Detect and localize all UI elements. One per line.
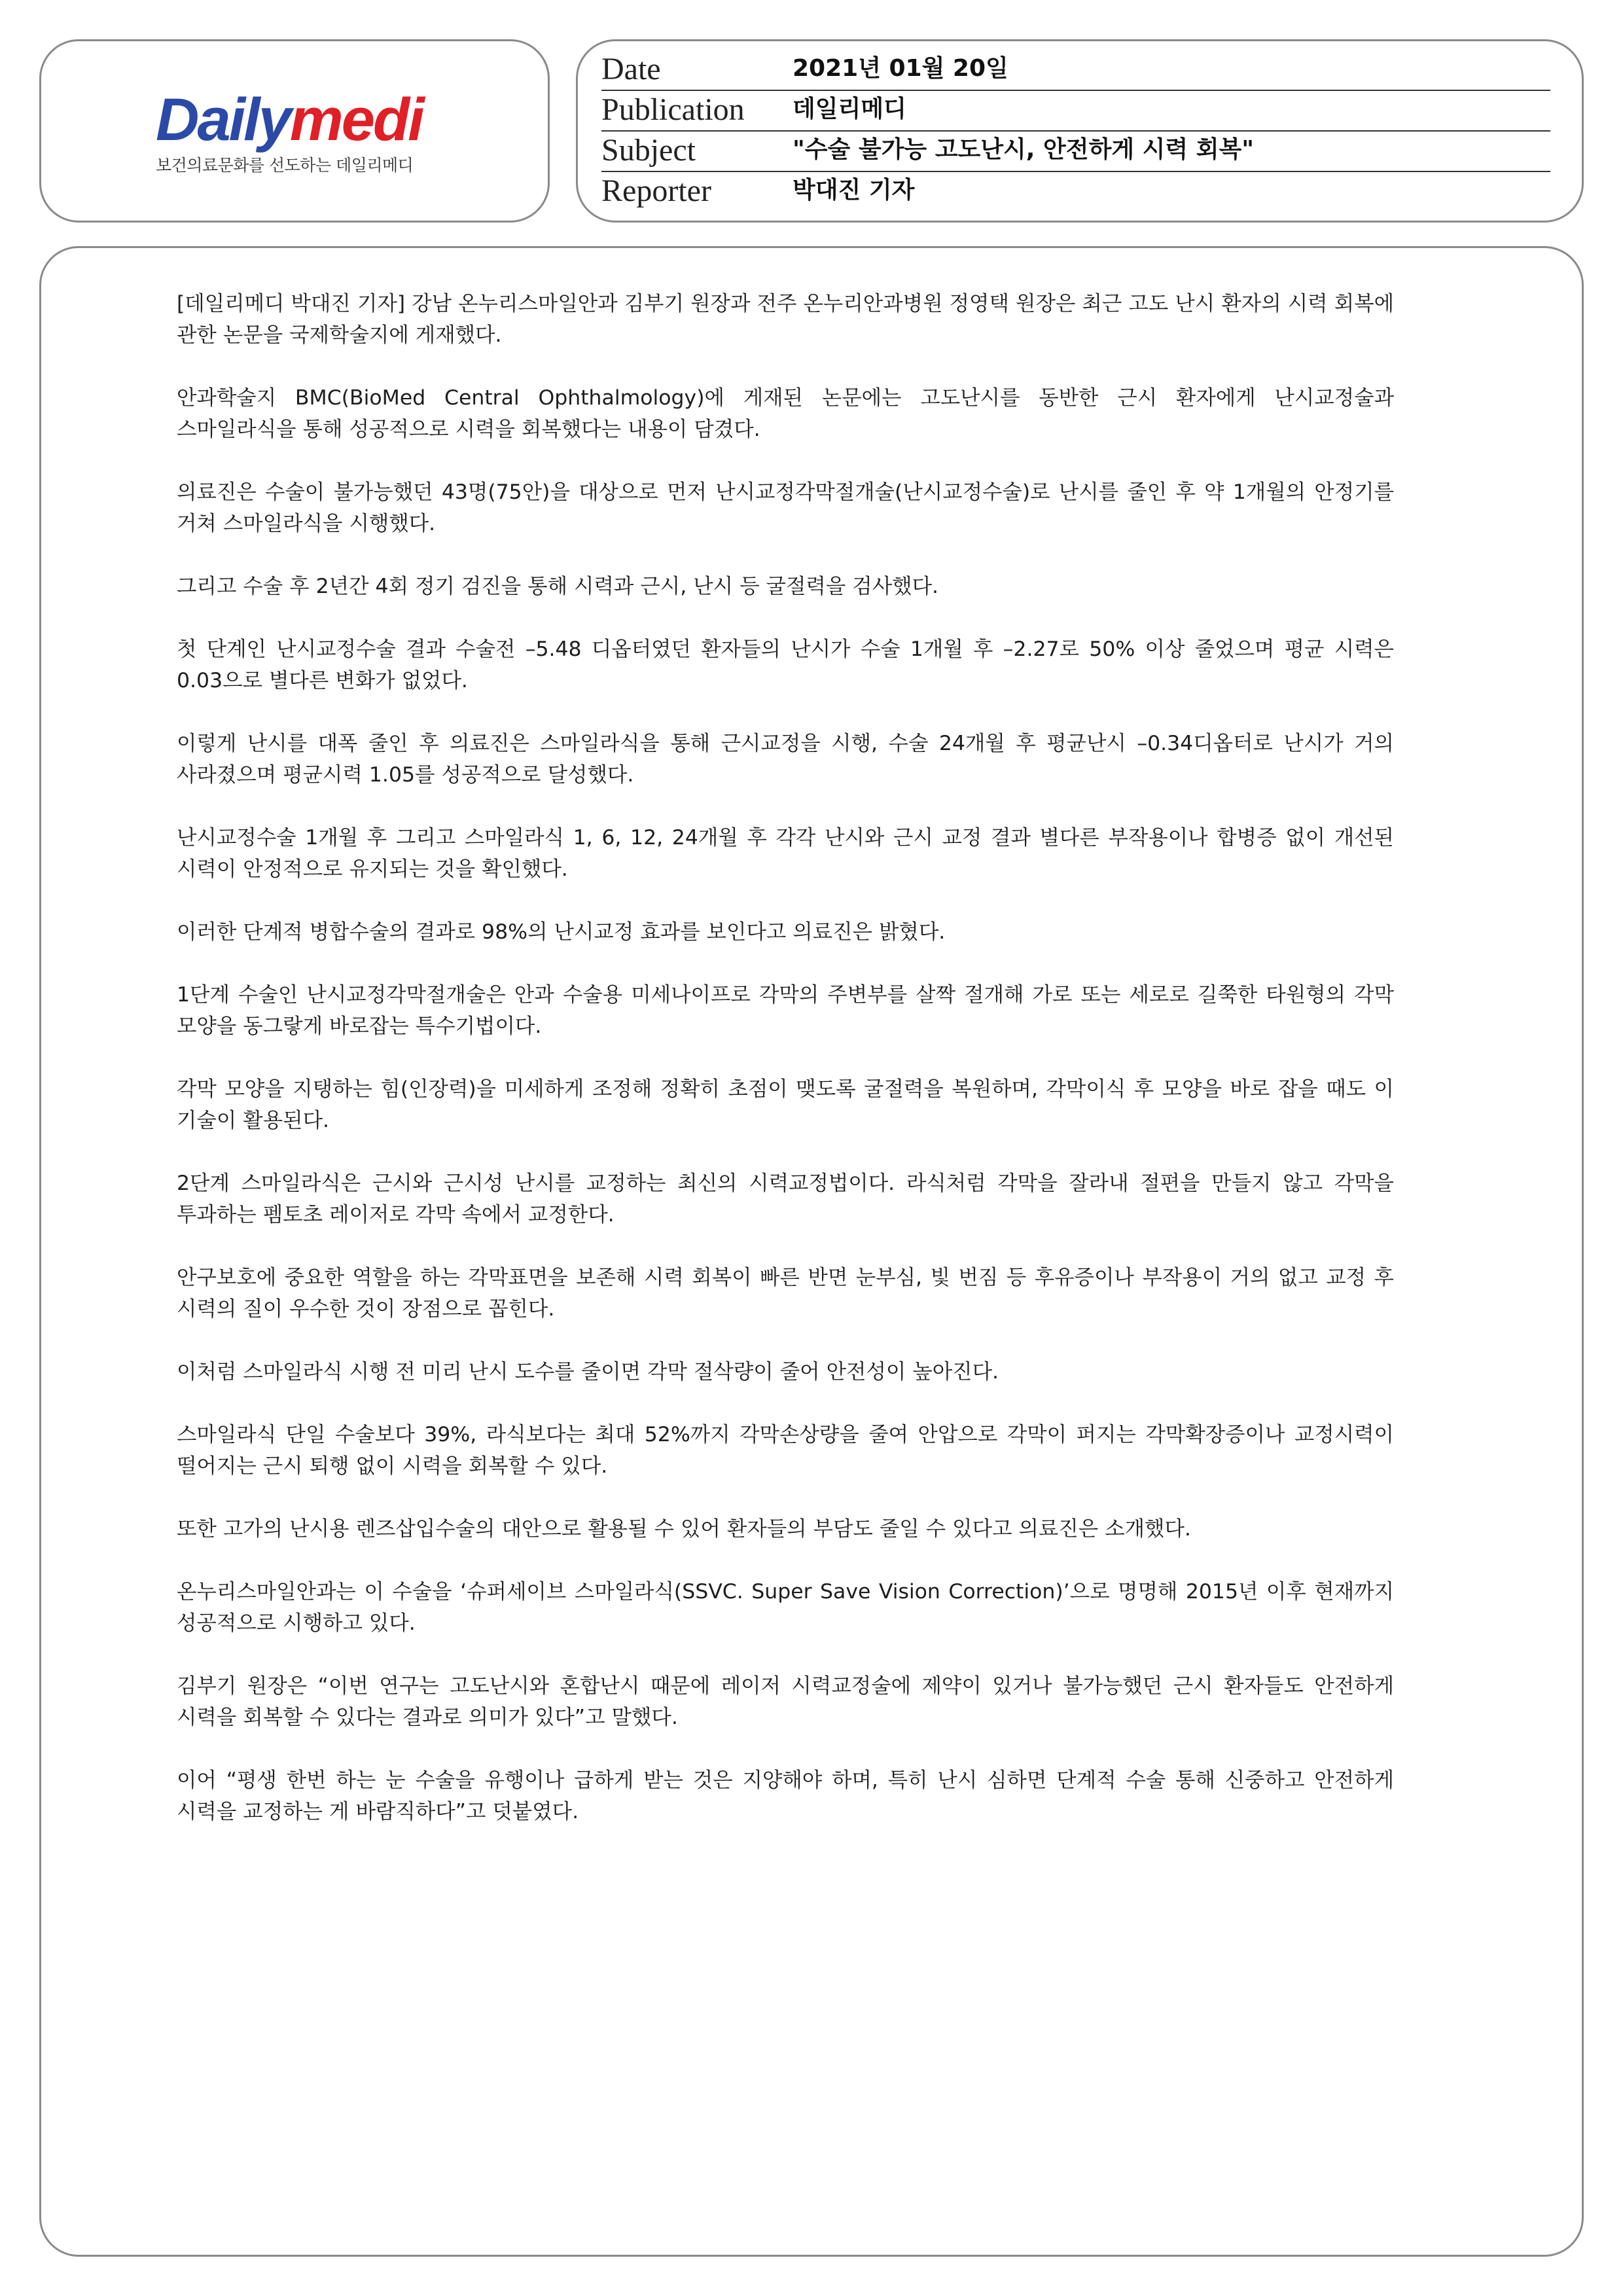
article-paragraph: 이처럼 스마일라식 시행 전 미리 난시 도수를 줄이면 각막 절삭량이 줄어 안전성이 높아진다.: [177, 1360, 999, 1384]
article-paragraph: 이어 “평생 한번 하는 눈 수술을 유행이나 급하게 받는 것은 지양해야 하며, 특히 난시 심하면 단계적 수술 통해 신중하고 안전하게 시력을 교정하는 게 바람직하다”고 덧붙였다.: [177, 1768, 1394, 1823]
meta-row-subject: [601, 130, 1550, 172]
meta-row-publication: [601, 90, 1550, 132]
logo-daily-text: Daily: [156, 86, 290, 153]
article-paragraph: 김부기 원장은 “이번 연구는 고도난시와 혼합난시 때문에 레이저 시력교정술에 제약이 있거나 불가능했던 근시 환자들도 안전하게 시력을 회복할 수 있다는 결과로 의미가 있다”고 말했다.: [177, 1674, 1394, 1729]
meta-row-date: [601, 49, 1550, 91]
article-paragraph: 안과학술지 BMC(BioMed Central Ophthalmology)에 게재된 논문에는 고도난시를 동반한 근시 환자에게 난시교정술과 스마일라식을 통해 성공적으로 시력을 회복했다는 내용이 담겼다.: [177, 386, 1394, 441]
article-paragraph: 이러한 단계적 병합수술의 결과로 98%의 난시교정 효과를 보인다고 의료진은 밝혔다.: [177, 920, 946, 944]
reporter-value: 박대진 기자: [793, 177, 915, 204]
dailymedi-logo: [156, 86, 423, 153]
publication-label: Publication: [601, 92, 745, 127]
article-paragraph: 스마일라식 단일 수술보다 39%, 라식보다는 최대 52%까지 각막손상량을 줄여 안압으로 각막이 퍼지는 각막확장증이나 교정시력이 떨어지는 근시 퇴행 없이 시력을 회복할 수 있다.: [177, 1423, 1394, 1478]
date-label: Date: [601, 52, 661, 86]
reporter-label: Reporter: [601, 173, 711, 208]
article-body: [177, 288, 1394, 1859]
article-paragraph: 안구보호에 중요한 역할을 하는 각막표면을 보존해 시력 회복이 빠른 반면 눈부심, 빛 번짐 등 후유증이나 부작용이 거의 없고 교정 후 시력의 질이 우수한 것이 장점으로 꼽힌다.: [177, 1266, 1394, 1321]
logo-tagline: 보건의료문화를 선도하는 데일리메디: [156, 156, 414, 175]
article-paragraph: 난시교정수술 1개월 후 그리고 스마일라식 1, 6, 12, 24개월 후 각각 난시와 근시 교정 결과 별다른 부작용이나 합병증 없이 개선된 시력이 안정적으로 유지되는 것을 확인했다.: [177, 826, 1394, 881]
article-paragraph: 또한 고가의 난시용 렌즈삽입수술의 대안으로 활용될 수 있어 환자들의 부담도 줄일 수 있다고 의료진은 소개했다.: [177, 1517, 1191, 1541]
meta-row-reporter: [601, 171, 1550, 211]
article-paragraph: 그리고 수술 후 2년간 4회 정기 검진을 통해 시력과 근시, 난시 등 굴절력을 검사했다.: [177, 575, 939, 598]
article-paragraph: 각막 모양을 지탱하는 힘(인장력)을 미세하게 조정해 정확히 초점이 맺도록 굴절력을 복원하며, 각막이식 후 모양을 바로 잡을 때도 이 기술이 활용된다.: [177, 1077, 1394, 1132]
article-paragraph: 의료진은 수술이 불가능했던 43명(75안)을 대상으로 먼저 난시교정각막절개술(난시교정수술)로 난시를 줄인 후 약 1개월의 안정기를 거쳐 스마일라식을 시행했다.: [177, 480, 1394, 535]
logo-medi-text: medi: [289, 86, 423, 153]
date-value: 2021년 01월 20일: [793, 55, 1008, 82]
article-paragraph: 첫 단계인 난시교정수술 결과 수술전 –5.48 디옵터였던 환자들의 난시가 수술 1개월 후 –2.27로 50% 이상 줄었으며 평균 시력은 0.03으로 별다른 변화가 없었다.: [177, 637, 1394, 692]
publication-value: 데일리메디: [793, 96, 906, 122]
article-paragraph: 온누리스마일안과는 이 수술을 ‘슈퍼세이브 스마일라식(SSVC. Super Save Vision Correction)’으로 명명해 2015년 이후 현재까지 성공적으로 시행하고 있다.: [177, 1580, 1394, 1635]
article-paragraph: 1단계 수술인 난시교정각막절개술은 안과 수술용 미세나이프로 각막의 주변부를 살짝 절개해 가로 또는 세로로 길쭉한 타원형의 각막 모양을 동그랗게 바로잡는 특수기법이다.: [177, 983, 1394, 1038]
article-paragraph: [데일리메디 박대진 기자] 강남 온누리스마일안과 김부기 원장과 전주 온누리안과병원 정영택 원장은 최근 고도 난시 환자의 시력 회복에 관한 논문을 국제학술지에 게재했다.: [177, 292, 1394, 347]
subject-label: Subject: [601, 133, 696, 168]
logo-panel: [39, 39, 550, 223]
article-paragraph: 2단계 스마일라식은 근시와 근시성 난시를 교정하는 최신의 시력교정법이다. 라식처럼 각막을 잘라내 절편을 만들지 않고 각막을 투과하는 펨토초 레이저로 각막 속에서 교정한다.: [177, 1172, 1394, 1227]
meta-panel: [576, 39, 1584, 223]
article-paragraph: 이렇게 난시를 대폭 줄인 후 의료진은 스마일라식을 통해 근시교정을 시행, 수술 24개월 후 평균난시 –0.34디옵터로 난시가 거의 사라졌으며 평균시력 1.05를 성공적으로 달성했다.: [177, 732, 1394, 787]
subject-value: "수술 불가능 고도난시, 안전하게 시력 회복": [793, 136, 1255, 163]
